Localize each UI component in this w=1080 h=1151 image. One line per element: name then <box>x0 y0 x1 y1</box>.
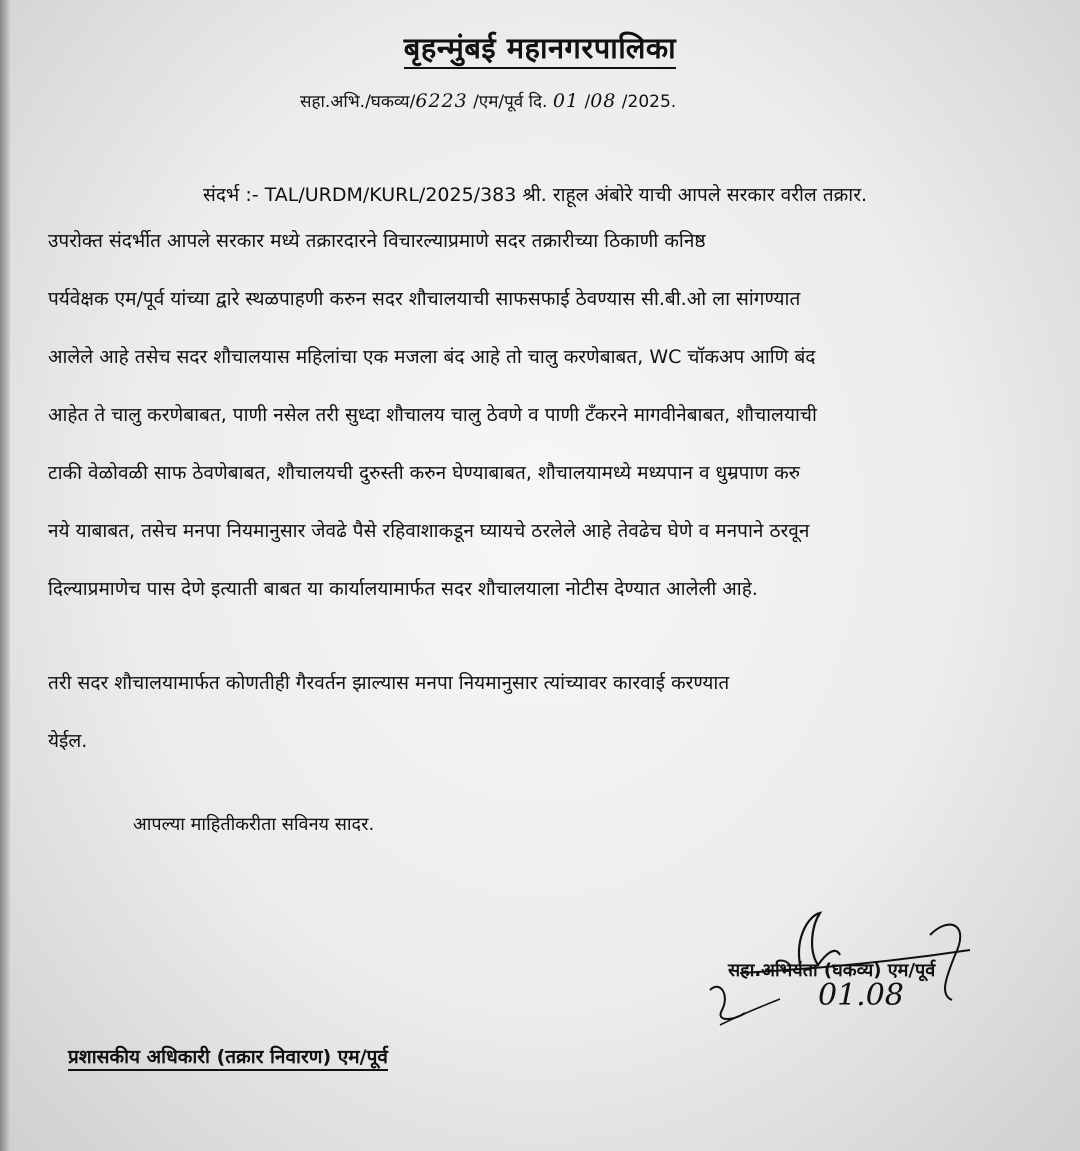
body-paragraph-2 <box>48 668 1023 784</box>
reference-line <box>300 89 676 112</box>
ref-day: 01 <box>552 90 580 112</box>
body-line: टाकी वेळोवळी साफ ठेवणेबाबत, शौचालयची दुरुस्ती करुन घेण्याबाबत, शौचालयामध्ये मध्यपान व धुम्रपाण करु <box>48 462 801 484</box>
subject-line: संदर्भ :- TAL/URDM/KURL/2025/383 श्री. राहूल अंबोरे याची आपले सरकार वरील तक्रार. <box>203 184 867 206</box>
org-title-text: बृहन्मुंबई महानगरपालिका <box>404 31 676 69</box>
recipient-text: प्रशासकीय अधिकारी (तक्रार निवारण) एम/पूर्व <box>68 1046 388 1071</box>
ref-month: 08 <box>590 90 617 112</box>
body-line: तरी सदर शौचालयामार्फत कोणतीही गैरवर्तन झाल्यास मनपा नियमानुसार त्यांच्यावर कारवाई करण्यात <box>48 672 730 694</box>
ref-mid: /एम/पूर्व दि. <box>467 92 553 112</box>
closing-line: आपल्या माहितीकरीता सविनय सादर. <box>133 814 375 835</box>
body-line: उपरोक्त संदर्भीत आपले सरकार मध्ये तक्रारदारने विचारल्याप्रमाणे सदर तक्रारीच्या ठिकाणी कनिष्ठ <box>48 230 706 252</box>
body-line: येईल. <box>48 730 88 752</box>
recipient-line <box>68 1043 388 1069</box>
ref-number: 6223 <box>415 90 468 112</box>
org-title <box>0 28 1080 67</box>
body-line: दिल्याप्रमाणेच पास देणे इत्याती बाबत या कार्यालयामार्फत सदर शौचालयाला नोटीस देण्यात आलेली आहे. <box>48 578 758 600</box>
body-line: पर्यवेक्षक एम/पूर्व यांच्या द्वारे स्थळपाहणी करुन सदर शौचालयाची साफसफाई ठेवण्यास सी.बी.ओ ला सांगण्यात <box>48 288 801 310</box>
body-paragraph-1 <box>48 226 1023 632</box>
ref-year: /2025. <box>616 92 677 112</box>
body-line: नये याबाबत, तसेच मनपा नियमानुसार जेवढे पैसे रहिवाशाकडून घ्यायचे ठरलेले आहे तेवढेच घेणे व मनपाने ठरवून <box>48 520 810 542</box>
ref-sep: / <box>579 92 591 112</box>
body-line: आलेले आहे तसेच सदर शौचालयास महिलांचा एक मजला बंद आहे तो चालु करणेबाबत, WC चॉकअप आणि बंद <box>48 346 816 368</box>
page-edge-shadow <box>0 0 10 1151</box>
ref-prefix: सहा.अभि./घकव्य/ <box>300 92 416 112</box>
signatory-designation: सहा.अभियंता (घकव्य) एम/पूर्व <box>728 960 936 981</box>
body-line: आहेत ते चालु करणेबाबत, पाणी नसेल तरी सुध्दा शौचालय चालु ठेवणे व पाणी टॅंकरने मागवीनेबाबत, शौचालयाची <box>48 404 817 426</box>
handwritten-date: 01.08 <box>818 978 904 1013</box>
